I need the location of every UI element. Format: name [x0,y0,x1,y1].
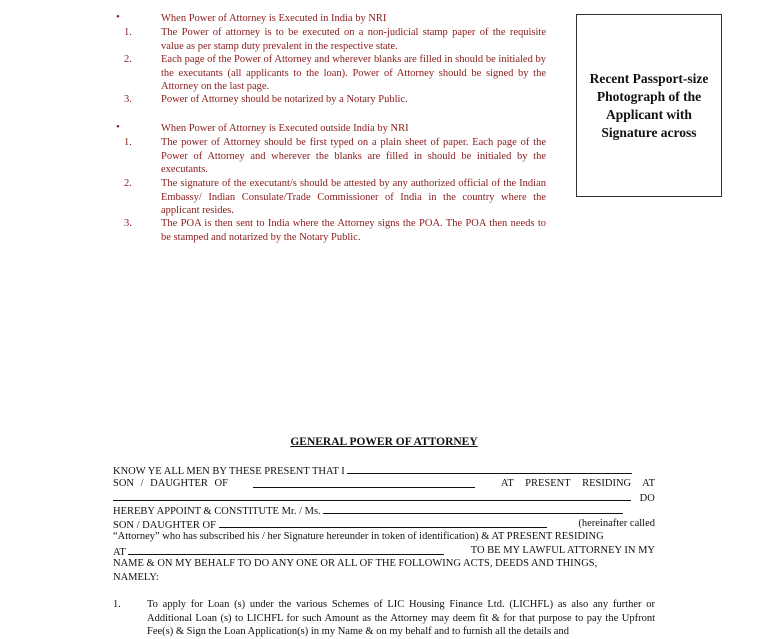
india-item-2-num: 2. [124,54,132,65]
doc-line-2 [113,477,655,491]
india-item-3: Power of Attorney should be notarized by a Notary Public. [161,94,408,105]
outside-item-1: The power of Attorney should be first typed on a plain sheet of paper. Each page of the Power of Attorney and wherever the blanks are filled in should be initialed by the executants. [161,137,546,175]
line7-b: TO BE MY LAWFUL ATTORNEY IN MY [470,545,655,556]
line5-a: SON / DAUGHTER OF [113,520,216,531]
india-item-1: The Power of attorney is to be executed on a non-judicial stamp paper of the requisite value as per stamp duty prevalent in the respective state. [161,27,546,52]
attorney-address-blank[interactable] [128,544,444,555]
clause-1-num: 1. [113,599,121,610]
document-title: GENERAL POWER OF ATTORNEY [290,436,478,448]
parent-name-blank[interactable] [253,477,475,488]
photo-placeholder-box [576,14,722,197]
outside-item-2: The signature of the executant/s should be attested by any authorized official of the Indian Embassy/ Indian Consulate/Trade Commissioner of India in the country where the applicant resides. [161,178,546,216]
india-heading: When Power of Attorney is Executed in India by NRI [161,13,387,24]
line4-text: HEREBY APPOINT & CONSTITUTE Mr. / Ms. [113,506,321,517]
photo-box-text: Recent Passport-size Photograph of the Applicant with Signature across [589,70,709,140]
line1-text: KNOW YE ALL MEN BY THESE PRESENT THAT I [113,466,345,477]
india-item-1-num: 1. [124,27,132,38]
line2-a: SON / DAUGHTER OF [113,478,228,489]
doc-line-8 [113,557,655,571]
outside-item-1-num: 1. [124,137,132,148]
line2-b: AT PRESENT RESIDING AT [500,478,655,489]
line3-end: DO [639,493,655,504]
doc-line-9 [113,571,655,585]
india-item-2: Each page of the Power of Attorney and wherever blanks are filled in should be initialed by the executants (all applicants to the loan). Power of Attorney should be signed by the Attorney on the last page. [161,54,546,92]
attorney-name-blank[interactable] [323,503,623,514]
clause-1-text: To apply for Loan (s) under the various Schemes of LIC Housing Finance Ltd. (LICHFL) as also any further or Additional Loan (s) to LICHFL for such Amount as the Attorney may deem fit & for that purpose to pay the Upfront Fee(s) & Sign the Loan Application(s) in my Name & on my behalf and to furnish all the details and [147,599,655,637]
doc-line-6 [113,530,655,544]
outside-item-2-num: 2. [124,178,132,189]
address-blank[interactable] [113,490,631,501]
line6-text: “Attorney” who has subscribed his / her Signature hereunder in token of identification) & AT PRESENT RESIDING [113,531,604,542]
line5-b: (hereinafter called [578,518,655,529]
outside-item-3-num: 3. [124,218,132,229]
bullet-icon: • [116,11,120,23]
outside-item-3: The POA is then sent to India where the Attorney signs the POA. The POA then needs to be stamped and notarized by the Notary Public. [161,218,546,243]
line9-text: NAMELY: [113,572,159,583]
attorney-parent-blank[interactable] [219,517,547,528]
india-item-3-num: 3. [124,94,132,105]
bullet-icon: • [116,121,120,133]
name-blank[interactable] [347,463,632,474]
outside-heading: When Power of Attorney is Executed outside India by NRI [161,123,409,134]
line7-a: AT [113,547,126,558]
line8-text: NAME & ON MY BEHALF TO DO ANY ONE OR ALL OF THE FOLLOWING ACTS, DEEDS AND THINGS, [113,558,598,569]
